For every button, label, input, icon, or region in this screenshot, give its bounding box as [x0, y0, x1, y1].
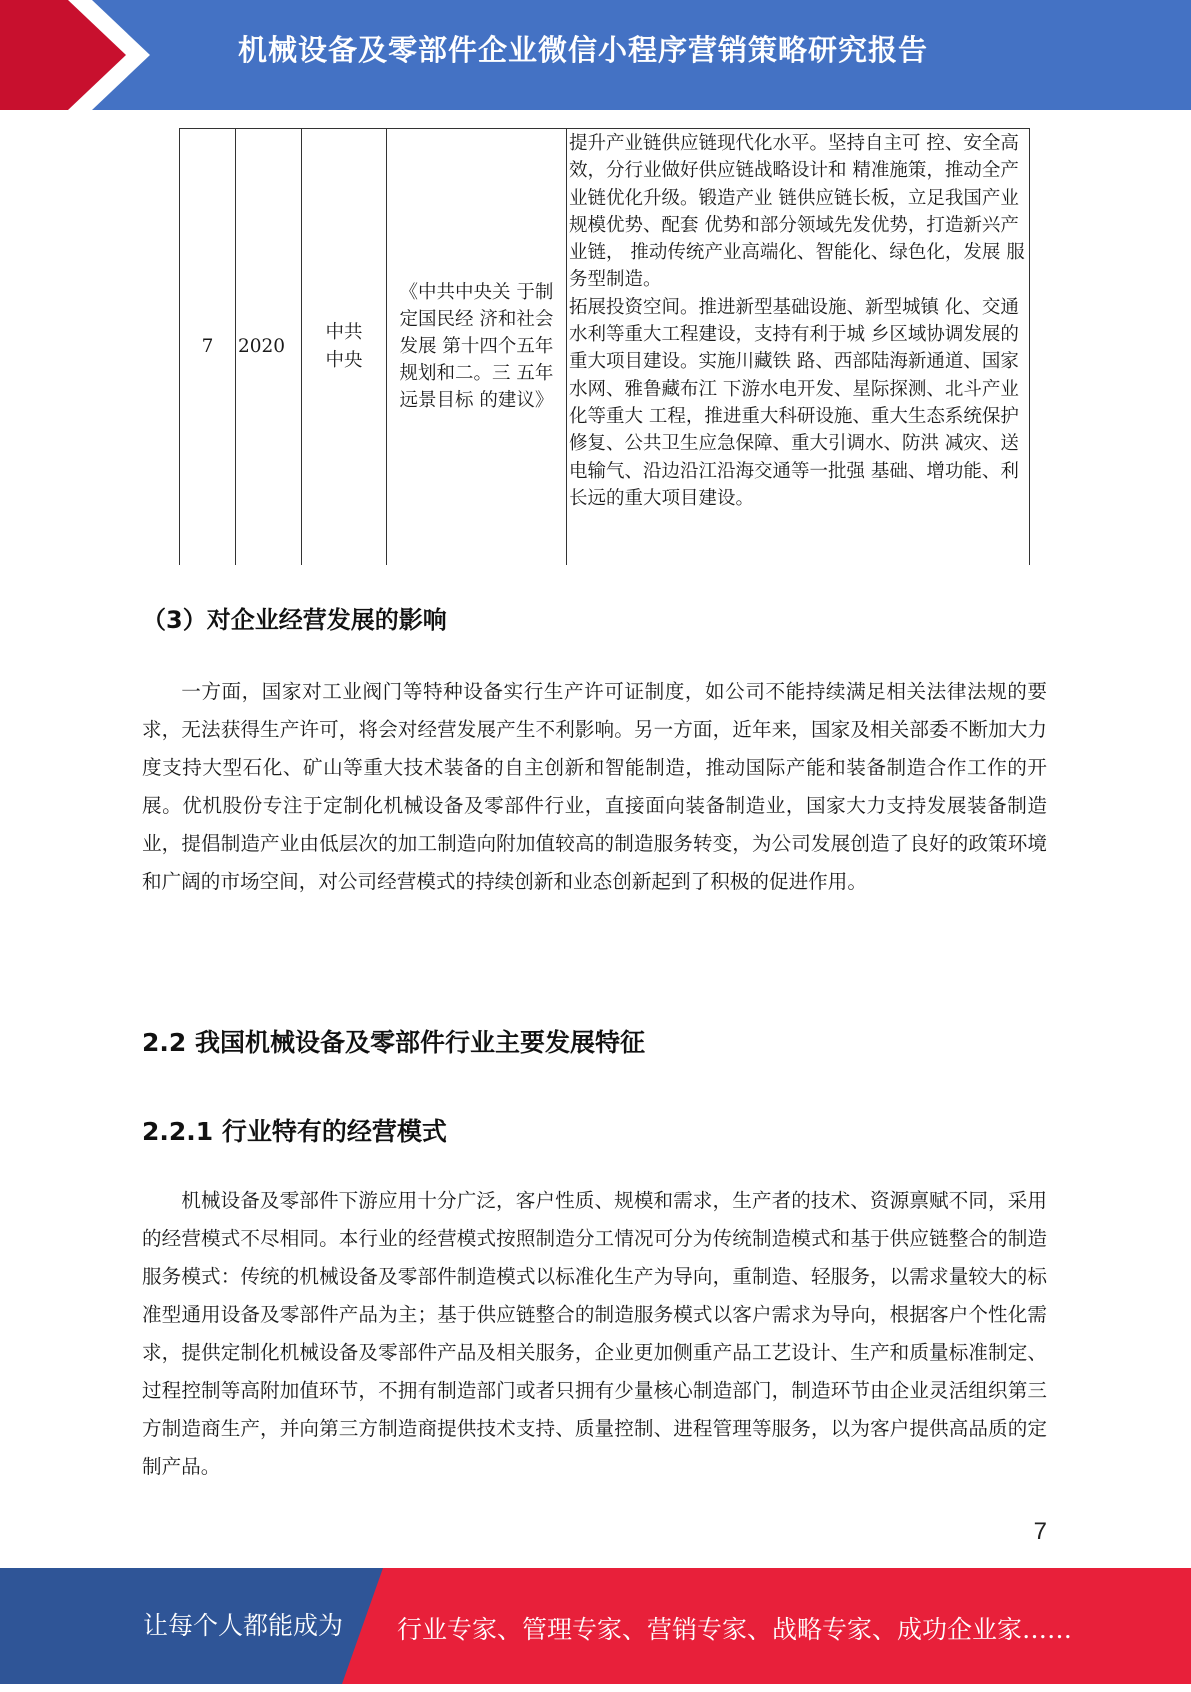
footer-slogan-left: 让每个人都能成为 [143, 1611, 344, 1640]
report-title: 机械设备及零部件企业微信小程序营销策略研究报告 [238, 33, 929, 67]
page-header [0, 0, 1191, 110]
issuer-line: 中央 [325, 349, 363, 371]
row-number-cell: 7 [180, 129, 236, 565]
page-footer [0, 1568, 1191, 1684]
section-heading: 2.2.1 行业特有的经营模式 [142, 1117, 447, 1146]
table-row [180, 129, 1030, 565]
business-model-paragraph: 机械设备及零部件下游应用十分广泛，客户性质、规模和需求，生产者的技术、资源禀赋不同，采用的经营模式不尽相同。本行业的经营模式按照制造分工情况可分为传统制造模式和基于供应链整合的制造服务模式：传统的机械设备及零部件制造模式以标准化生产为导向，重制造、轻服务，以需求量较大的标准型通用设备及零部件产品为主；基于供应链整合的制造服务模式以客户需求为导向，根据客户个性化需求，提供定制化机械设备及零部件产品及相关服务，企业更加侧重产品工艺设计、生产和质量标准制定、过程控制等高附加值环节，不拥有制造部门或者只拥有少量核心制造部门，制造环节由企业灵活组织第三方制造商生产，并向第三方制造商提供技术支持、质量控制、进程管理等服务，以为客户提供高品质的定制产品。 [142, 1189, 1047, 1478]
subsection-heading: （3）对企业经营发展的影响 [142, 606, 447, 634]
year-cell: 2020 [236, 129, 302, 565]
policy-content-paragraph: 拓展投资空间。推进新型基础设施、新型城镇 化、交通水利等重大工程建设，支持有利于城 乡区域协调发展的重大项目建设。实施川藏铁 路、西部陆海新通道、国家水网、雅鲁藏布江 下游水电开发、星际探测、北斗产业化等重大 工程，推进重大科研设施、重大生态系统保护 修复、公共卫生应急保障、重大引调水、防洪 减灾、送电输气、沿边沿江沿海交通等一批强 基础、增功能、利长远的重大项目建设。 [569, 296, 1019, 509]
policy-table [179, 128, 1030, 565]
issuer-cell [302, 129, 387, 565]
impact-paragraph: 一方面，国家对工业阀门等特种设备实行生产许可证制度，如公司不能持续满足相关法律法规的要求，无法获得生产许可，将会对经营发展产生不利影响。另一方面，近年来，国家及相关部委不断加大力度支持大型石化、矿山等重大技术装备的自主创新和智能制造，推动国际产能和装备制造合作工作的开展。优机股份专注于定制化机械设备及零部件行业，直接面向装备制造业，国家大力支持发展装备制造业，提倡制造产业由低层次的加工制造向附加值较高的制造服务转变，为公司发展创造了良好的政策环境和广阔的市场空间，对公司经营模式的持续创新和业态创新起到了积极的促进作用。 [142, 680, 1047, 893]
issuer-line: 中共 [325, 321, 363, 343]
document-name-cell: 《中共中央关 于制定国民经 济和社会发展 第十四个五年 规划和二。三 五年远景目标 的建议》 [387, 129, 567, 565]
footer-slogan-right: 行业专家、管理专家、营销专家、战略专家、成功企业家…… [397, 1615, 1073, 1644]
policy-content-cell [567, 129, 1030, 565]
page-number: 7 [1033, 1518, 1047, 1545]
policy-content-paragraph: 提升产业链供应链现代化水平。坚持自主可 控、安全高效，分行业做好供应链战略设计和 精准施策，推动全产业链优化升级。锻造产业 链供应链长板，立足我国产业规模优势、配套 优势和部分领域先发优势，打造新兴产业链， 推动传统产业高端化、智能化、绿色化，发展 服务型制造。 [569, 133, 1025, 291]
section-heading: 2.2 我国机械设备及零部件行业主要发展特征 [142, 1028, 645, 1057]
